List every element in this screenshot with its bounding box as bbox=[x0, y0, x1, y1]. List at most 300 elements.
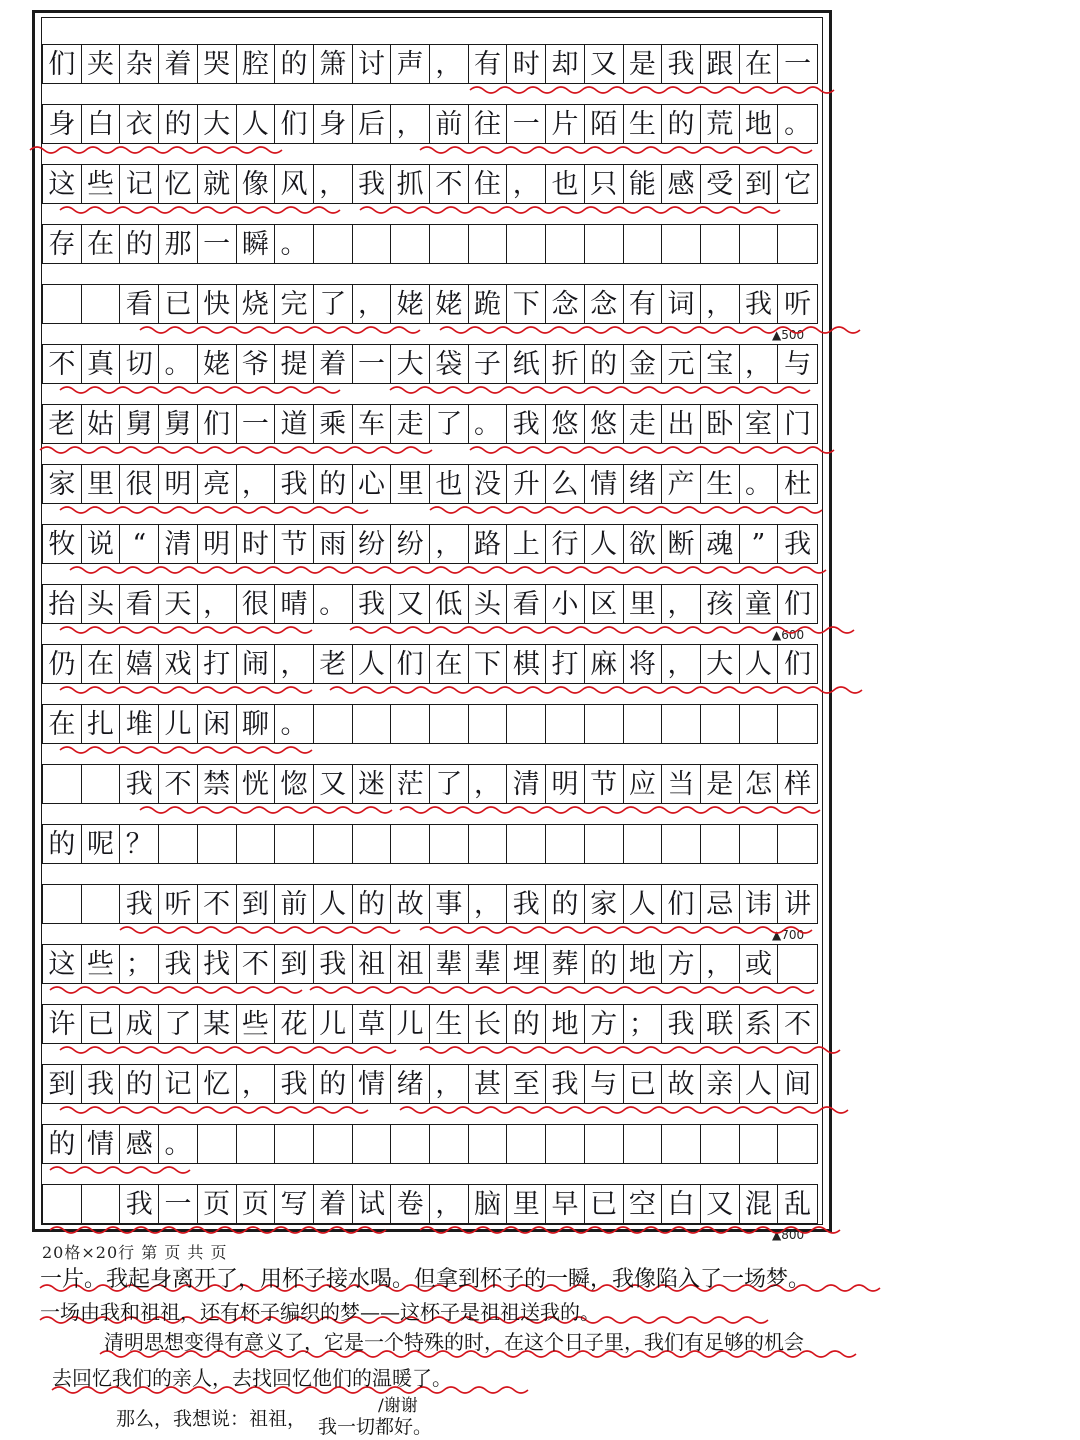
grid-cell: 走 bbox=[391, 405, 430, 443]
grid-cell: 人 bbox=[353, 645, 392, 683]
grid-cell: 故 bbox=[391, 885, 430, 923]
grid-cell: 呢 bbox=[82, 825, 121, 863]
grid-cell bbox=[275, 1125, 314, 1163]
grid-cell bbox=[82, 285, 121, 323]
grid-cell bbox=[469, 1125, 508, 1163]
grid-cell bbox=[507, 705, 546, 743]
grid-row bbox=[42, 1184, 818, 1224]
grid-cell: 方 bbox=[585, 1005, 624, 1043]
grid-cell: 我 bbox=[662, 1005, 701, 1043]
grid-cell: ； bbox=[120, 945, 159, 983]
grid-cell: 的 bbox=[43, 1125, 82, 1163]
grid-cell: 讲 bbox=[784, 888, 812, 920]
grid-cell: 快 bbox=[198, 285, 237, 323]
grid-cell: 到 bbox=[43, 1065, 82, 1103]
grid-cell bbox=[82, 765, 121, 803]
grid-cell: 祖 bbox=[391, 945, 430, 983]
grid-cell: 讳 bbox=[740, 885, 779, 923]
grid-cell: 听 bbox=[784, 288, 812, 320]
grid-cell: 辈 bbox=[430, 945, 469, 983]
grid-cell: 杜 bbox=[784, 468, 812, 500]
grid-cell: ， bbox=[740, 345, 779, 383]
grid-cell: 们 bbox=[275, 105, 314, 143]
grid-row bbox=[42, 824, 818, 864]
grid-cell: 很 bbox=[237, 585, 276, 623]
grid-cell: 生 bbox=[624, 105, 663, 143]
grid-cell bbox=[740, 225, 779, 263]
grid-cell: 头 bbox=[82, 585, 121, 623]
grid-cell: 时 bbox=[237, 525, 276, 563]
handwriting-line-3: 清明思想变得有意义了，它是一个特殊的时，在这个日子里，我们有足够的机会 bbox=[104, 1330, 804, 1354]
grid-cell: 的 bbox=[585, 945, 624, 983]
grid-cell: 了 bbox=[159, 1005, 198, 1043]
grid-cell: 一 bbox=[353, 345, 392, 383]
grid-cell: 家 bbox=[585, 885, 624, 923]
grid-cell: 葬 bbox=[546, 945, 585, 983]
grid-cell bbox=[391, 825, 430, 863]
grid-cell: 元 bbox=[662, 345, 701, 383]
grid-cell bbox=[701, 825, 740, 863]
grid-cell: 下 bbox=[507, 285, 546, 323]
grid-cell: 这 bbox=[43, 165, 82, 203]
grid-cell: 儿 bbox=[314, 1005, 353, 1043]
grid-cell: 生 bbox=[701, 465, 740, 503]
grid-cell: 不 bbox=[159, 765, 198, 803]
grid-cell: ， bbox=[237, 1065, 276, 1103]
grid-cell bbox=[391, 705, 430, 743]
grid-cell: 纷 bbox=[353, 525, 392, 563]
grid-cell: 到 bbox=[237, 885, 276, 923]
grid-cell: 迷 bbox=[353, 765, 392, 803]
grid-cell: 真 bbox=[82, 345, 121, 383]
grid-cell: 写 bbox=[275, 1185, 314, 1223]
grid-cell: 天 bbox=[159, 585, 198, 623]
grid-cell: 欲 bbox=[624, 525, 663, 563]
grid-cell: 抓 bbox=[391, 165, 430, 203]
grid-cell: ， bbox=[430, 525, 469, 563]
grid-cell: 我 bbox=[120, 1185, 159, 1223]
grid-cell: 车 bbox=[353, 405, 392, 443]
grid-cell: 我 bbox=[82, 1065, 121, 1103]
grid-cell: 我 bbox=[507, 405, 546, 443]
grid-cell bbox=[237, 825, 276, 863]
grid-cell bbox=[624, 825, 663, 863]
grid-cell: 了 bbox=[430, 405, 469, 443]
grid-cell: 看 bbox=[120, 285, 159, 323]
grid-cell: 当 bbox=[662, 765, 701, 803]
grid-cell: 像 bbox=[237, 165, 276, 203]
grid-cell: 前 bbox=[430, 105, 469, 143]
grid-cell: 舅 bbox=[120, 405, 159, 443]
grid-cell: 辈 bbox=[469, 945, 508, 983]
grid-cell: 情 bbox=[585, 465, 624, 503]
grid-cell: 着 bbox=[314, 345, 353, 383]
handwriting-line-6: 我一切都好。 bbox=[318, 1416, 433, 1438]
handwriting-line-4: 去回忆我们的亲人，去找回忆他们的温暖了。 bbox=[52, 1366, 452, 1390]
grid-cell bbox=[585, 1125, 624, 1163]
grid-cell: 们 bbox=[391, 645, 430, 683]
grid-cell: 禁 bbox=[198, 765, 237, 803]
grid-cell: 的 bbox=[159, 105, 198, 143]
grid-cell: 棋 bbox=[507, 645, 546, 683]
grid-cell: 心 bbox=[353, 465, 392, 503]
grid-cell: 空 bbox=[624, 1185, 663, 1223]
grid-cell bbox=[662, 705, 701, 743]
grid-cell: 人 bbox=[740, 1065, 779, 1103]
grid-cell: 的 bbox=[314, 1065, 353, 1103]
grid-cell bbox=[624, 1125, 663, 1163]
grid-cell: 是 bbox=[624, 45, 663, 83]
grid-cell: 们 bbox=[784, 588, 812, 620]
grid-cell: 前 bbox=[275, 885, 314, 923]
grid-cell: 头 bbox=[469, 585, 508, 623]
grid-cell: 怎 bbox=[740, 765, 779, 803]
grid-cell: 只 bbox=[585, 165, 624, 203]
grid-cell: 风 bbox=[275, 165, 314, 203]
grid-cell: 腔 bbox=[237, 45, 276, 83]
handwriting-line-2: 一场由我和祖祖，还有杯子编织的梦——这杯子是祖祖送我的。 bbox=[40, 1300, 600, 1324]
grid-cell: 联 bbox=[701, 1005, 740, 1043]
grid-cell bbox=[314, 1125, 353, 1163]
grid-cell: 至 bbox=[507, 1065, 546, 1103]
grid-cell bbox=[391, 225, 430, 263]
grid-cell: 感 bbox=[120, 1125, 159, 1163]
grid-cell: 情 bbox=[353, 1065, 392, 1103]
grid-cell: 闲 bbox=[198, 705, 237, 743]
grid-cell bbox=[624, 705, 663, 743]
grid-cell: ， bbox=[353, 285, 392, 323]
grid-cell: 到 bbox=[740, 165, 779, 203]
grid-cell: 节 bbox=[275, 525, 314, 563]
grid-cell: 的 bbox=[120, 225, 159, 263]
grid-cell: 的 bbox=[43, 825, 82, 863]
grid-cell: ， bbox=[198, 585, 237, 623]
grid-cell bbox=[353, 1125, 392, 1163]
grid-cell: 打 bbox=[198, 645, 237, 683]
grid-cell: ， bbox=[430, 1185, 469, 1223]
grid-cell: 样 bbox=[784, 768, 812, 800]
grid-cell bbox=[662, 1125, 701, 1163]
grid-cell: 有 bbox=[469, 45, 508, 83]
grid-cell: 晴 bbox=[275, 585, 314, 623]
grid-cell: 聊 bbox=[237, 705, 276, 743]
grid-cell: 在 bbox=[430, 645, 469, 683]
grid-cell: 人 bbox=[585, 525, 624, 563]
handwriting-line-1: 一片。我起身离开了，用杯子接水喝。但拿到杯子的一瞬，我像陷入了一场梦。 bbox=[40, 1267, 811, 1292]
grid-cell: 长 bbox=[469, 1005, 508, 1043]
grid-cell: ？ bbox=[120, 825, 159, 863]
grid-cell: 的 bbox=[546, 885, 585, 923]
grid-cell: 应 bbox=[624, 765, 663, 803]
grid-cell: 路 bbox=[469, 525, 508, 563]
grid-cell: 区 bbox=[585, 585, 624, 623]
grid-cell: 出 bbox=[662, 405, 701, 443]
grid-cell: 。 bbox=[159, 345, 198, 383]
grid-cell: 不 bbox=[43, 345, 82, 383]
grid-cell: 堆 bbox=[120, 705, 159, 743]
grid-cell: 某 bbox=[198, 1005, 237, 1043]
grid-cell bbox=[701, 1125, 740, 1163]
grid-cell: 绪 bbox=[391, 1065, 430, 1103]
grid-cell: 烧 bbox=[237, 285, 276, 323]
grid-cell: 又 bbox=[585, 45, 624, 83]
grid-cell bbox=[624, 225, 663, 263]
grid-cell: 在 bbox=[740, 45, 779, 83]
grid-cell bbox=[237, 1125, 276, 1163]
grid-cell: 我 bbox=[120, 885, 159, 923]
grid-cell: 又 bbox=[314, 765, 353, 803]
grid-row bbox=[42, 704, 818, 744]
grid-cell bbox=[43, 1185, 82, 1223]
grid-cell: 纷 bbox=[391, 525, 430, 563]
grid-cell: 节 bbox=[585, 765, 624, 803]
grid-cell: 看 bbox=[507, 585, 546, 623]
grid-cell: 了 bbox=[430, 765, 469, 803]
grid-cell: 后 bbox=[353, 105, 392, 143]
grid-cell: 衣 bbox=[120, 105, 159, 143]
grid-cell: 明 bbox=[546, 765, 585, 803]
grid-cell: 间 bbox=[784, 1068, 812, 1100]
grid-cell: ， bbox=[430, 1065, 469, 1103]
grid-cell: 人 bbox=[740, 645, 779, 683]
grid-row bbox=[42, 1064, 818, 1104]
grid-cell: 荒 bbox=[701, 105, 740, 143]
grid-cell: 里 bbox=[82, 465, 121, 503]
grid-cell bbox=[778, 1125, 817, 1163]
grid-cell bbox=[778, 825, 817, 863]
grid-cell: 也 bbox=[546, 165, 585, 203]
grid-cell: 的 bbox=[507, 1005, 546, 1043]
grid-cell: 我 bbox=[507, 885, 546, 923]
grid-cell: 夹 bbox=[82, 45, 121, 83]
grid-cell: 着 bbox=[314, 1185, 353, 1223]
grid-cell: 提 bbox=[275, 345, 314, 383]
grid-cell: 一 bbox=[198, 225, 237, 263]
grid-cell: 不 bbox=[237, 945, 276, 983]
grid-cell bbox=[430, 1125, 469, 1163]
grid-cell: 方 bbox=[662, 945, 701, 983]
grid-cell: 词 bbox=[662, 285, 701, 323]
grid-cell: 在 bbox=[82, 645, 121, 683]
grid-cell: 清 bbox=[159, 525, 198, 563]
grid-cell: 们 bbox=[198, 405, 237, 443]
grid-cell: 的 bbox=[585, 345, 624, 383]
grid-cell: 卧 bbox=[701, 405, 740, 443]
grid-cell: ， bbox=[430, 45, 469, 83]
grid-cell: 已 bbox=[82, 1005, 121, 1043]
grid-cell: 时 bbox=[507, 45, 546, 83]
grid-cell: 产 bbox=[662, 465, 701, 503]
grid-cell: 往 bbox=[469, 105, 508, 143]
grid-cell: 已 bbox=[585, 1185, 624, 1223]
grid-cell: 的 bbox=[353, 885, 392, 923]
grid-cell: 页 bbox=[198, 1185, 237, 1223]
grid-cell: 里 bbox=[624, 585, 663, 623]
grid-row bbox=[42, 944, 818, 984]
grid-cell: 很 bbox=[120, 465, 159, 503]
grid-cell: 那 bbox=[159, 225, 198, 263]
grid-cell: 讨 bbox=[353, 45, 392, 83]
grid-cell: 爷 bbox=[237, 345, 276, 383]
grid-cell: 纸 bbox=[507, 345, 546, 383]
grid-cell: ” bbox=[740, 525, 779, 563]
grid-cell bbox=[469, 225, 508, 263]
grid-cell: 我 bbox=[740, 285, 779, 323]
grid-cell bbox=[198, 1125, 237, 1163]
grid-cell: 地 bbox=[546, 1005, 585, 1043]
grid-cell: 大 bbox=[391, 345, 430, 383]
grid-cell: 我 bbox=[275, 465, 314, 503]
grid-cell: 些 bbox=[82, 165, 121, 203]
grid-cell: 惚 bbox=[275, 765, 314, 803]
grid-cell bbox=[159, 825, 198, 863]
grid-cell: ， bbox=[662, 645, 701, 683]
word-count-marker: ▲500 bbox=[772, 328, 805, 342]
grid-cell bbox=[507, 825, 546, 863]
grid-cell bbox=[507, 1125, 546, 1163]
grid-cell: 祖 bbox=[353, 945, 392, 983]
grid-cell: 地 bbox=[624, 945, 663, 983]
grid-cell: 姥 bbox=[430, 285, 469, 323]
grid-cell: ， bbox=[469, 885, 508, 923]
grid-cell: 能 bbox=[624, 165, 663, 203]
grid-row bbox=[42, 764, 818, 804]
grid-cell: 页 bbox=[237, 1185, 276, 1223]
grid-cell: 我 bbox=[353, 585, 392, 623]
grid-cell: 么 bbox=[546, 465, 585, 503]
grid-cell: ， bbox=[237, 465, 276, 503]
grid-cell: 老 bbox=[314, 645, 353, 683]
grid-cell: 。 bbox=[469, 405, 508, 443]
grid-cell: 。 bbox=[275, 225, 314, 263]
grid-cell: 清 bbox=[507, 765, 546, 803]
grid-cell: 完 bbox=[275, 285, 314, 323]
grid-cell: 一 bbox=[159, 1185, 198, 1223]
grid-cell: 大 bbox=[198, 105, 237, 143]
grid-cell: 跪 bbox=[469, 285, 508, 323]
grid-cell: ， bbox=[314, 165, 353, 203]
grid-cell: 亮 bbox=[198, 465, 237, 503]
grid-cell: 姑 bbox=[82, 405, 121, 443]
grid-cell: 了 bbox=[314, 285, 353, 323]
grid-cell: 在 bbox=[82, 225, 121, 263]
grid-cell: 箫 bbox=[314, 45, 353, 83]
grid-cell: 却 bbox=[546, 45, 585, 83]
grid-row bbox=[42, 344, 818, 384]
grid-cell: 没 bbox=[469, 465, 508, 503]
grid-cell: 故 bbox=[662, 1065, 701, 1103]
grid-cell: 系 bbox=[740, 1005, 779, 1043]
grid-cell: 些 bbox=[237, 1005, 276, 1043]
grid-cell bbox=[546, 705, 585, 743]
grid-cell: ； bbox=[624, 1005, 663, 1043]
grid-cell: 们 bbox=[784, 648, 812, 680]
grid-cell: 念 bbox=[546, 285, 585, 323]
grid-cell bbox=[430, 825, 469, 863]
grid-cell: ， bbox=[701, 285, 740, 323]
grid-row bbox=[42, 104, 818, 144]
grid-cell: 陌 bbox=[585, 105, 624, 143]
grid-cell: 我 bbox=[662, 45, 701, 83]
grid-cell: 看 bbox=[120, 585, 159, 623]
grid-cell: 混 bbox=[740, 1185, 779, 1223]
grid-cell: 不 bbox=[198, 885, 237, 923]
grid-cell: 忆 bbox=[198, 1065, 237, 1103]
grid-cell: 情 bbox=[82, 1125, 121, 1163]
grid-cell: 室 bbox=[740, 405, 779, 443]
grid-cell bbox=[546, 825, 585, 863]
grid-row bbox=[42, 44, 818, 84]
grid-cell bbox=[507, 225, 546, 263]
grid-cell: 也 bbox=[430, 465, 469, 503]
grid-cell: 门 bbox=[784, 408, 812, 440]
grid-cell bbox=[391, 1125, 430, 1163]
grid-cell: 小 bbox=[546, 585, 585, 623]
grid-cell: 的 bbox=[120, 1065, 159, 1103]
grid-cell: 里 bbox=[391, 465, 430, 503]
grid-cell: 扎 bbox=[82, 705, 121, 743]
grid-cell: 道 bbox=[275, 405, 314, 443]
grid-cell bbox=[82, 885, 121, 923]
grid-cell: 闹 bbox=[237, 645, 276, 683]
grid-cell: 感 bbox=[662, 165, 701, 203]
grid-cell: 一 bbox=[784, 48, 812, 80]
grid-cell: 。 bbox=[784, 108, 812, 140]
grid-cell: 子 bbox=[469, 345, 508, 383]
grid-cell: 存 bbox=[43, 225, 82, 263]
grid-cell: 。 bbox=[159, 1125, 198, 1163]
grid-cell: 孩 bbox=[701, 585, 740, 623]
grid-cell bbox=[82, 1185, 121, 1223]
grid-cell: 的 bbox=[662, 105, 701, 143]
grid-cell: 们 bbox=[662, 885, 701, 923]
grid-row bbox=[42, 884, 818, 924]
grid-row bbox=[42, 224, 818, 264]
grid-cell: 不 bbox=[430, 165, 469, 203]
grid-cell: 已 bbox=[624, 1065, 663, 1103]
grid-cell: ， bbox=[662, 585, 701, 623]
grid-cell: 断 bbox=[662, 525, 701, 563]
grid-cell: 的 bbox=[314, 465, 353, 503]
grid-cell: 仍 bbox=[43, 645, 82, 683]
grid-cell: 与 bbox=[585, 1065, 624, 1103]
grid-cell: 试 bbox=[353, 1185, 392, 1223]
grid-cell: 有 bbox=[624, 285, 663, 323]
grid-cell: 明 bbox=[159, 465, 198, 503]
grid-cell: 。 bbox=[275, 705, 314, 743]
grid-cell bbox=[469, 825, 508, 863]
grid-cell bbox=[275, 825, 314, 863]
grid-cell: 宝 bbox=[701, 345, 740, 383]
grid-cell: 白 bbox=[662, 1185, 701, 1223]
grid-cell: 。 bbox=[314, 585, 353, 623]
grid-cell: 童 bbox=[740, 585, 779, 623]
grid-cell bbox=[314, 825, 353, 863]
grid-cell: 我 bbox=[120, 765, 159, 803]
grid-cell bbox=[353, 825, 392, 863]
grid-cell bbox=[740, 1125, 779, 1163]
grid-cell: 舅 bbox=[159, 405, 198, 443]
grid-cell bbox=[778, 945, 817, 983]
handwriting-line-5: 那么，我想说：祖祖， bbox=[116, 1408, 307, 1430]
grid-cell: 身 bbox=[43, 105, 82, 143]
handwriting-insert: /谢谢 bbox=[378, 1396, 418, 1416]
grid-cell: 魂 bbox=[701, 525, 740, 563]
grid-cell: 老 bbox=[43, 405, 82, 443]
grid-cell bbox=[430, 705, 469, 743]
grid-row bbox=[42, 404, 818, 444]
grid-cell: 些 bbox=[82, 945, 121, 983]
